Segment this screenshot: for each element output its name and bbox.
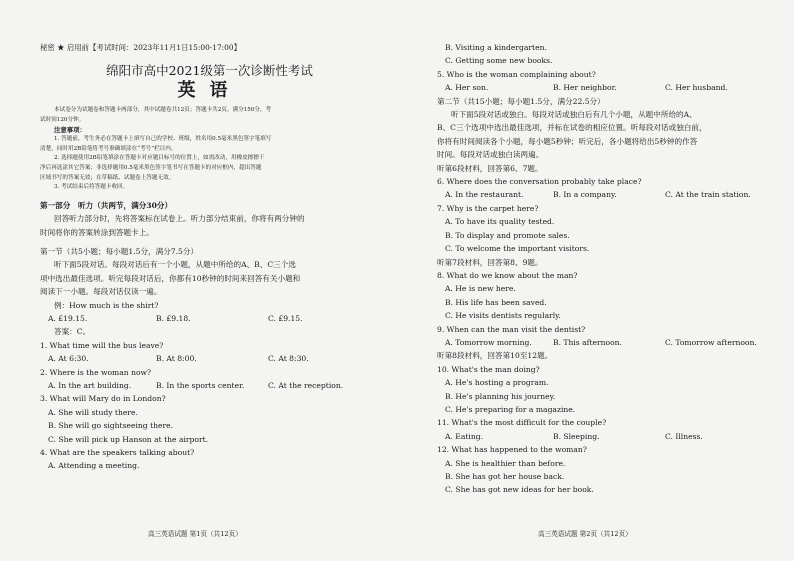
material-label: 听第8段材料，回答第10至12题。 (437, 351, 553, 361)
option: B. His life has been saved. (445, 297, 547, 307)
option: C. To welcome the important visitors. (445, 244, 590, 254)
question-9: 9. When can the man visit the dentist? (437, 324, 586, 334)
section1-text: 项中选出最佳选项。听完每段对话后，你都有10秒钟的时间来回答有关小题和 (40, 273, 301, 283)
option: A. Tomorrow morning. (445, 337, 532, 347)
part1-text: 时间将你的答案转涂到答题卡上。 (40, 227, 154, 237)
option: A. To have its quality tested. (445, 217, 555, 227)
option: C. She will pick up Hanson at the airport. (48, 434, 209, 444)
note-line: 2. 选择题使用2B铅笔填涂在答题卡对应题目标号的位置上，如需改动，用橡皮擦擦干 (54, 155, 265, 162)
option: B. In the sports center. (156, 381, 245, 391)
option: A. Her son. (445, 83, 489, 93)
section2-text: 你将有时间阅读各个小题，每小题5秒钟；听完后，各小题将给出5秒钟的作答 (437, 136, 698, 146)
option: C. Getting some new books. (445, 56, 553, 66)
section1-heading: 第一节（共5小题；每小题1.5分，满分7.5分） (40, 246, 199, 256)
option: C. At the train station. (665, 190, 751, 200)
section2-heading: 第二节（共15小题；每小题1.5分，满分22.5分） (437, 96, 605, 106)
note-line: 清楚，同时用2B铅笔将考号准确填涂在“考号”栏目内。 (40, 145, 177, 152)
section1-text: 阅读下一小题。每段对话仅读一遍。 (40, 287, 162, 297)
question-11: 11. What's the most difficult for the couple? (437, 418, 607, 428)
option: A. Attending a meeting. (48, 461, 140, 471)
question-10: 10. What's the man doing? (437, 364, 540, 374)
option: B. Visiting a kindergarten. (445, 43, 547, 52)
option: B. He's planning his journey. (445, 391, 556, 401)
note-line: 1. 答题前，考生务必在答题卡上填写自己的学校、班级，姓名用0.5毫米黑色签字笔填写 (54, 136, 272, 143)
option: B. £9.18. (156, 314, 191, 323)
question-5: 5. Who is the woman complaining about? (437, 69, 596, 79)
section2-text: 时间。每段对话或独白读两遍。 (437, 150, 544, 160)
question-9-options (437, 336, 774, 349)
option: A. In the restaurant. (445, 190, 524, 200)
example-options (40, 312, 379, 325)
section1-text: 听下面5段对话。每段对话后有一个小题，从题中所给的A、B、C三个选 (54, 260, 296, 270)
option: C. £9.15. (268, 314, 303, 323)
option: C. He's preparing for a magazine. (445, 404, 576, 414)
part1-heading: 第一部分 听力（共两节，满分30分） (40, 200, 173, 210)
example-answer: 答案：C。 (54, 327, 91, 337)
option: B. In a company. (553, 190, 617, 200)
material-label: 听第6段材料，回答第6、7题。 (437, 163, 543, 173)
option: A. He's hosting a program. (445, 378, 549, 388)
footer-page-1: 高三英语试题 第1页（共12页） (148, 530, 242, 538)
note-line: 区域书写的答案无效；在草稿纸、试题卷上答题无效。 (40, 174, 175, 181)
intro-line: 本试卷分为试题卷和答题卡两部分，其中试题卷共12页；答题卡共2页。满分150分，考 (54, 107, 272, 113)
question-11-options (437, 430, 774, 443)
option: A. In the art building. (48, 381, 132, 391)
option: C. She has got new ideas for her book. (445, 485, 594, 495)
option: A. At 6:30. (48, 354, 89, 364)
question-7: 7. Why is the carpet here? (437, 203, 539, 213)
question-6-options (437, 188, 774, 201)
option: B. She will go sightseeing there. (48, 421, 174, 431)
note-line: 3. 考试结束后将答题卡收回。 (54, 184, 129, 191)
option: C. Tomorrow afternoon. (665, 337, 757, 347)
option: A. She is healthier than before. (445, 458, 566, 468)
option: A. Eating. (445, 431, 484, 441)
option: C. At 8:30. (268, 354, 309, 364)
page-2 (397, 0, 794, 561)
option: B. At 8:00. (156, 354, 197, 364)
option: C. He visits dentists regularly. (445, 311, 561, 321)
question-12: 12. What has happened to the woman? (437, 445, 587, 455)
question-1-options (40, 352, 379, 365)
option: A. She will study there. (48, 407, 138, 417)
notes-block (40, 106, 379, 193)
question-3: 3. What will Mary do in London? (40, 394, 166, 404)
option: C. Her husband. (665, 83, 728, 93)
material-label: 听第7段材料，回答第8、9题。 (437, 257, 543, 267)
option: A. £19.15. (48, 314, 88, 323)
option: B. This afternoon. (553, 337, 622, 347)
option: C. Illness. (665, 431, 703, 441)
exam-title: 绵阳市高中2021级第一次诊断性考试 (106, 63, 313, 78)
section2-text: 听下面5段对话或独白。每段对话或独白后有几个小题，从题中所给的A、 (451, 110, 697, 120)
question-1: 1. What time will the bus leave? (40, 340, 164, 350)
option: B. She has got her house back. (445, 472, 565, 481)
option: B. Her neighbor. (553, 83, 617, 93)
exam-subject: 英语 (177, 80, 242, 101)
section2-text: B、C三个选项中选出最佳选项，并标在试卷的相应位置。听每段对话或独白前， (437, 123, 707, 133)
question-6: 6. Where does the conversation probably take place? (437, 177, 642, 187)
question-8: 8. What do we know about the man? (437, 270, 578, 280)
secret-header: 秘密 ★ 启用前【考试时间：2023年11月1日15:00-17:00】 (40, 43, 241, 52)
question-5-options (437, 81, 774, 94)
option: C. At the reception. (268, 381, 344, 391)
intro-line: 试时间120分钟。 (40, 116, 85, 123)
question-4: 4. What are the speakers talking about? (40, 448, 195, 458)
note-line: 净后再选涂其它答案；非选择题用0.5毫米黑色签字笔书写在答题卡的对应框内，超出答题 (40, 164, 262, 171)
option: B. Sleeping. (553, 431, 600, 441)
option: B. To display and promote sales. (445, 230, 570, 240)
example-question: 例：How much is the shirt? (54, 300, 159, 310)
part1-text: 回答听力部分时，先将答案标在试卷上。听力部分结束前，你将有两分钟的 (54, 214, 305, 224)
footer-page-2: 高三英语试题 第2页（共12页） (538, 530, 632, 538)
question-2: 2. Where is the woman now? (40, 367, 152, 377)
notes-heading: 注意事项： (54, 126, 86, 135)
question-2-options (40, 379, 379, 392)
option: A. He is new here. (445, 284, 516, 294)
